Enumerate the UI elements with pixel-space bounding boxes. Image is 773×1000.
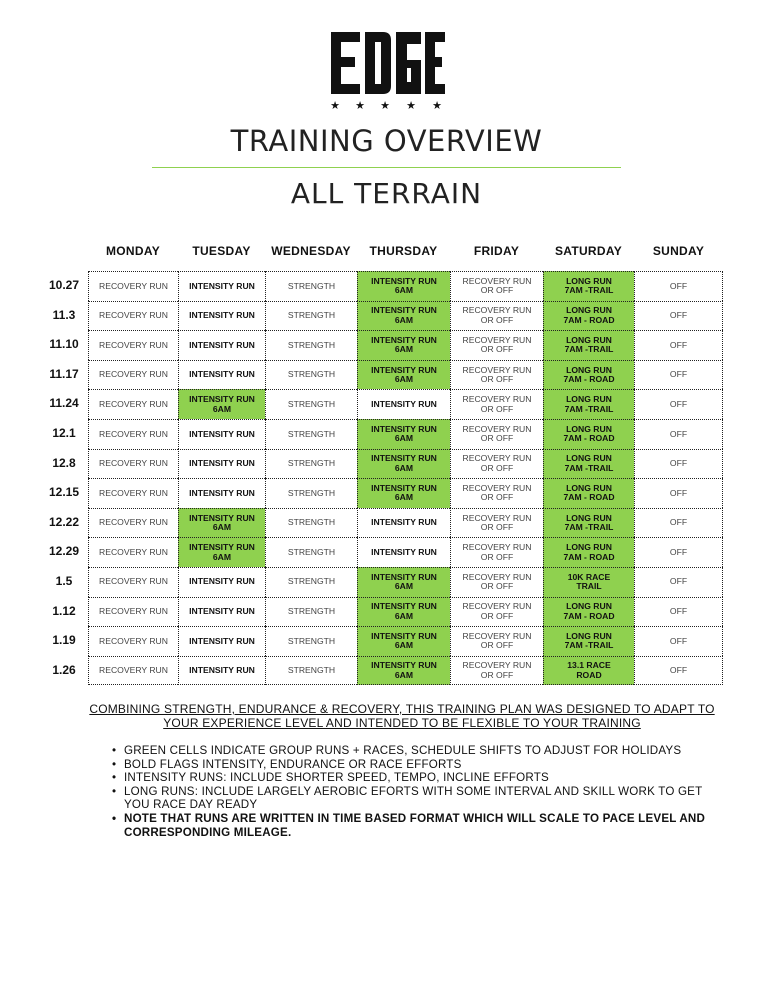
schedule-cell-friday (450, 478, 543, 508)
schedule-cell-monday (88, 271, 178, 301)
schedule-cell-monday (88, 478, 178, 508)
cell-text: RECOVERY RUN OR OFF (462, 423, 532, 444)
schedule-cell-thursday (357, 360, 450, 390)
cell-text: RECOVERY RUN (99, 398, 168, 409)
cell-text: RECOVERY RUN OR OFF (462, 275, 532, 296)
cell-text: INTENSITY RUN 6AM (371, 334, 437, 355)
cell-text: LONG RUN 7AM - ROAD (563, 482, 615, 503)
schedule-cell-sunday (634, 478, 723, 508)
cell-text: LONG RUN 7AM -TRAIL (564, 453, 614, 473)
schedule-cell-monday (88, 360, 178, 390)
cell-text: RECOVERY RUN (99, 369, 168, 380)
schedule-cell-saturday (543, 537, 634, 567)
schedule-cell-tuesday (178, 567, 265, 597)
cell-text: LONG RUN 7AM - ROAD (563, 305, 615, 325)
week-label: 10.27 (48, 278, 80, 292)
schedule-cell-friday (450, 389, 543, 419)
schedule-cell-sunday (634, 271, 723, 301)
schedule-cell-friday (450, 449, 543, 479)
schedule-cell-monday (88, 537, 178, 567)
schedule-cell-saturday (543, 271, 634, 301)
cell-text: INTENSITY RUN (371, 546, 437, 557)
cell-text: RECOVERY RUN OR OFF (462, 660, 532, 680)
schedule-cell-tuesday (178, 271, 265, 301)
cell-text: LONG RUN 7AM - ROAD (563, 542, 615, 562)
schedule-cell-wednesday (265, 656, 357, 686)
cell-text: OFF (669, 664, 688, 675)
cell-text: OFF (669, 606, 688, 617)
week-label: 12.1 (52, 425, 76, 440)
cell-text: INTENSITY RUN (189, 428, 255, 439)
week-label: 11.24 (49, 396, 79, 411)
cell-text: INTENSITY RUN 6AM (371, 364, 437, 385)
cell-text: STRENGTH (287, 339, 336, 350)
day-header-thursday: THURSDAY (369, 244, 438, 258)
schedule-cell-tuesday (178, 656, 265, 686)
schedule-cell-sunday (634, 597, 723, 627)
cell-text: INTENSITY RUN (189, 487, 255, 498)
table-row (52, 449, 723, 479)
cell-text: INTENSITY RUN (189, 339, 255, 350)
schedule-cell-friday (450, 567, 543, 597)
cell-text: INTENSITY RUN (189, 369, 255, 380)
cell-text: RECOVERY RUN (99, 310, 168, 321)
cell-text: INTENSITY RUN (189, 310, 255, 321)
day-header-sunday: SUNDAY (652, 244, 705, 258)
cell-text: INTENSITY RUN 6AM (189, 542, 255, 562)
training-schedule-table (48, 271, 723, 685)
cell-text: LONG RUN 7AM -TRAIL (564, 275, 614, 296)
schedule-cell-saturday (543, 330, 634, 360)
cell-text: STRENGTH (287, 428, 336, 439)
schedule-cell-saturday (543, 478, 634, 508)
schedule-cell-thursday (357, 419, 450, 449)
schedule-cell-wednesday (265, 301, 357, 331)
cell-text: INTENSITY RUN 6AM (371, 630, 437, 651)
cell-text: RECOVERY RUN OR OFF (462, 512, 532, 533)
schedule-cell-saturday (543, 389, 634, 419)
week-label: 1.19 (52, 633, 76, 648)
svg-text:★: ★ (406, 99, 416, 112)
cell-text: STRENGTH (287, 664, 336, 675)
cell-text: INTENSITY RUN (189, 576, 255, 587)
cell-text: INTENSITY RUN 6AM (371, 423, 437, 444)
cell-text: STRENGTH (287, 487, 336, 498)
week-label: 12.29 (48, 544, 80, 559)
schedule-cell-saturday (543, 449, 634, 479)
cell-text: INTENSITY RUN 6AM (371, 601, 437, 621)
schedule-cell-wednesday (265, 360, 357, 390)
cell-text: INTENSITY RUN (371, 398, 437, 409)
schedule-cell-saturday (543, 656, 634, 686)
page-subtitle: ALL TERRAIN (290, 177, 483, 210)
schedule-cell-friday (450, 508, 543, 538)
note-text: INTENSITY RUNS: INCLUDE SHORTER SPEED, TEMPO, INCLINE EFFORTS (124, 771, 549, 785)
schedule-cell-sunday (634, 508, 723, 538)
schedule-cell-saturday (543, 626, 634, 656)
schedule-cell-thursday (357, 301, 450, 331)
table-row (49, 330, 723, 360)
schedule-cell-friday (450, 626, 543, 656)
cell-text: OFF (669, 280, 688, 291)
cell-text: STRENGTH (287, 458, 336, 469)
svg-text:★: ★ (432, 99, 442, 112)
bullet-icon: • (112, 811, 117, 825)
table-row (49, 389, 723, 419)
page-title: TRAINING OVERVIEW (230, 124, 543, 158)
note-item (110, 785, 720, 812)
cell-text: RECOVERY RUN (99, 664, 168, 675)
schedule-cell-monday (88, 330, 178, 360)
cell-text: LONG RUN 7AM -TRAIL (564, 394, 614, 414)
schedule-cell-friday (450, 271, 543, 301)
intro-text: COMBINING STRENGTH, ENDURANCE & RECOVERY, THIS TRAINING PLAN WAS DESIGNED TO ADAPT TO YOUR EXPERIENCE LEVEL AND INTENDED TO BE FLEXIBLE TO YOUR TRAINING (89, 702, 715, 730)
schedule-cell-saturday (543, 360, 634, 390)
bullet-icon: • (112, 757, 117, 771)
note-item (110, 812, 720, 839)
schedule-cell-thursday (357, 656, 450, 686)
schedule-cell-monday (88, 419, 178, 449)
cell-text: RECOVERY RUN OR OFF (462, 542, 532, 562)
cell-text: RECOVERY RUN (99, 487, 168, 498)
svg-text:★: ★ (330, 99, 340, 112)
table-row (52, 301, 723, 331)
week-label: 12.8 (52, 455, 76, 470)
cell-text: OFF (669, 576, 688, 587)
table-row (48, 271, 723, 301)
cell-text: OFF (669, 339, 688, 350)
schedule-cell-sunday (634, 656, 723, 686)
cell-text: RECOVERY RUN OR OFF (462, 571, 532, 592)
cell-text: OFF (669, 517, 688, 528)
cell-text: RECOVERY RUN (99, 546, 168, 557)
cell-text: OFF (669, 487, 688, 498)
cell-text: OFF (669, 310, 688, 321)
schedule-cell-sunday (634, 626, 723, 656)
cell-text: LONG RUN 7AM -TRAIL (564, 512, 614, 533)
schedule-cell-friday (450, 419, 543, 449)
week-label: 11.3 (52, 307, 76, 322)
schedule-cell-sunday (634, 449, 723, 479)
schedule-cell-sunday (634, 360, 723, 390)
cell-text: INTENSITY RUN 6AM (371, 660, 437, 680)
cell-text: RECOVERY RUN OR OFF (462, 305, 532, 325)
cell-text: STRENGTH (287, 517, 336, 528)
cell-text: OFF (669, 635, 688, 646)
cell-text: LONG RUN 7AM - ROAD (563, 423, 615, 444)
bullet-icon: • (112, 771, 117, 785)
note-text: LONG RUNS: INCLUDE LARGELY AEROBIC EFORTS WITH SOME INTERVAL AND SKILL WORK TO GET YOU RACE DAY READY (124, 784, 703, 812)
schedule-cell-thursday (357, 537, 450, 567)
schedule-cell-tuesday (178, 537, 265, 567)
svg-text:★: ★ (380, 99, 390, 112)
schedule-cell-tuesday (178, 626, 265, 656)
note-item (110, 771, 720, 785)
note-item (110, 758, 720, 772)
cell-text: INTENSITY RUN (189, 635, 255, 646)
cell-text: RECOVERY RUN (99, 280, 168, 291)
cell-text: STRENGTH (287, 398, 336, 409)
cell-text: 13.1 RACE ROAD (567, 660, 611, 680)
schedule-cell-wednesday (265, 389, 357, 419)
cell-text: INTENSITY RUN 6AM (371, 482, 437, 503)
cell-text: OFF (669, 546, 688, 557)
schedule-cell-wednesday (265, 508, 357, 538)
schedule-cell-thursday (357, 271, 450, 301)
cell-text: INTENSITY RUN 6AM (371, 275, 437, 296)
edge-logo (325, 30, 447, 112)
note-text: GREEN CELLS INDICATE GROUP RUNS + RACES, SCHEDULE SHIFTS TO ADJUST FOR HOLIDAYS (124, 744, 682, 757)
cell-text: LONG RUN 7AM - ROAD (563, 601, 615, 621)
schedule-cell-sunday (634, 301, 723, 331)
schedule-cell-thursday (357, 508, 450, 538)
cell-text: OFF (669, 458, 688, 469)
schedule-cell-tuesday (178, 330, 265, 360)
title-divider (152, 167, 621, 168)
schedule-cell-monday (88, 301, 178, 331)
schedule-cell-thursday (357, 478, 450, 508)
cell-text: INTENSITY RUN 6AM (189, 512, 255, 533)
week-label: 11.17 (49, 366, 79, 381)
schedule-cell-sunday (634, 567, 723, 597)
cell-text: INTENSITY RUN 6AM (189, 394, 255, 414)
schedule-cell-monday (88, 597, 178, 627)
cell-text: OFF (669, 369, 688, 380)
schedule-cell-tuesday (178, 301, 265, 331)
cell-text: RECOVERY RUN (99, 576, 168, 587)
day-header-saturday: SATURDAY (554, 244, 623, 258)
cell-text: INTENSITY RUN (371, 517, 437, 528)
svg-text:★: ★ (355, 99, 365, 112)
day-header-wednesday: WEDNESDAY (271, 244, 351, 258)
table-row (48, 537, 723, 567)
note-text: BOLD FLAGS INTENSITY, ENDURANCE OR RACE EFFORTS (124, 757, 462, 771)
cell-text: STRENGTH (287, 546, 336, 557)
cell-text: RECOVERY RUN (99, 606, 168, 617)
cell-text: STRENGTH (287, 576, 336, 587)
cell-text: INTENSITY RUN (189, 664, 255, 675)
schedule-cell-thursday (357, 567, 450, 597)
cell-text: RECOVERY RUN OR OFF (462, 482, 532, 503)
cell-text: RECOVERY RUN OR OFF (462, 394, 532, 414)
schedule-cell-saturday (543, 508, 634, 538)
schedule-cell-wednesday (265, 478, 357, 508)
cell-text: RECOVERY RUN OR OFF (462, 453, 532, 473)
schedule-cell-thursday (357, 626, 450, 656)
week-label: 12.15 (48, 485, 80, 500)
bullet-icon: • (112, 744, 117, 757)
schedule-cell-friday (450, 301, 543, 331)
schedule-cell-wednesday (265, 271, 357, 301)
cell-text: RECOVERY RUN OR OFF (462, 364, 532, 385)
day-header-friday: FRIDAY (473, 244, 520, 258)
schedule-cell-monday (88, 389, 178, 419)
week-label: 1.12 (52, 603, 76, 618)
schedule-cell-monday (88, 449, 178, 479)
note-text: NOTE THAT RUNS ARE WRITTEN IN TIME BASED FORMAT WHICH WILL SCALE TO PACE LEVEL AND CORRESPONDING MILEAGE. (124, 811, 706, 839)
schedule-cell-wednesday (265, 567, 357, 597)
schedule-cell-friday (450, 656, 543, 686)
cell-text: RECOVERY RUN (99, 339, 168, 350)
schedule-cell-tuesday (178, 508, 265, 538)
schedule-cell-wednesday (265, 419, 357, 449)
schedule-cell-monday (88, 508, 178, 538)
day-header-monday: MONDAY (105, 244, 161, 258)
schedule-cell-tuesday (178, 449, 265, 479)
bullet-icon: • (112, 784, 117, 798)
schedule-cell-wednesday (265, 626, 357, 656)
table-row (55, 567, 723, 597)
cell-text: RECOVERY RUN (99, 458, 168, 469)
schedule-cell-thursday (357, 597, 450, 627)
schedule-cell-wednesday (265, 449, 357, 479)
cell-text: OFF (669, 428, 688, 439)
schedule-cell-wednesday (265, 537, 357, 567)
cell-text: INTENSITY RUN 6AM (371, 453, 437, 473)
note-item (110, 744, 720, 758)
schedule-cell-monday (88, 626, 178, 656)
table-row (52, 656, 723, 686)
week-label: 1.5 (55, 573, 73, 588)
cell-text: STRENGTH (287, 606, 336, 617)
schedule-cell-friday (450, 597, 543, 627)
schedule-cell-monday (88, 656, 178, 686)
cell-text: INTENSITY RUN (189, 458, 255, 469)
schedule-cell-saturday (543, 301, 634, 331)
cell-text: 10K RACE TRAIL (567, 571, 611, 592)
schedule-cell-thursday (357, 330, 450, 360)
cell-text: OFF (669, 398, 688, 409)
schedule-cell-thursday (357, 449, 450, 479)
table-row (49, 360, 723, 390)
notes-list (110, 744, 720, 839)
week-label: 1.26 (52, 662, 76, 677)
schedule-cell-tuesday (178, 389, 265, 419)
schedule-cell-wednesday (265, 597, 357, 627)
schedule-cell-friday (450, 360, 543, 390)
cell-text: INTENSITY RUN (189, 280, 255, 291)
cell-text: INTENSITY RUN 6AM (371, 571, 437, 592)
cell-text: STRENGTH (287, 369, 336, 380)
day-header-tuesday: TUESDAY (192, 244, 251, 258)
schedule-cell-monday (88, 567, 178, 597)
schedule-cell-tuesday (178, 419, 265, 449)
cell-text: STRENGTH (287, 635, 336, 646)
cell-text: RECOVERY RUN OR OFF (462, 601, 532, 621)
cell-text: RECOVERY RUN (99, 635, 168, 646)
table-row (52, 419, 723, 449)
week-label: 12.22 (48, 514, 80, 529)
schedule-cell-tuesday (178, 597, 265, 627)
cell-text: LONG RUN 7AM -TRAIL (564, 334, 614, 355)
cell-text: INTENSITY RUN (189, 606, 255, 617)
schedule-cell-sunday (634, 419, 723, 449)
table-row (48, 508, 723, 538)
schedule-cell-friday (450, 537, 543, 567)
schedule-cell-sunday (634, 389, 723, 419)
schedule-cell-saturday (543, 419, 634, 449)
cell-text: RECOVERY RUN (99, 517, 168, 528)
schedule-cell-saturday (543, 597, 634, 627)
schedule-cell-wednesday (265, 330, 357, 360)
cell-text: RECOVERY RUN OR OFF (462, 630, 532, 651)
cell-text: LONG RUN 7AM -TRAIL (564, 630, 614, 651)
schedule-cell-sunday (634, 330, 723, 360)
cell-text: INTENSITY RUN 6AM (371, 305, 437, 325)
schedule-cell-sunday (634, 537, 723, 567)
week-label: 11.10 (49, 337, 79, 352)
schedule-cell-thursday (357, 389, 450, 419)
schedule-cell-tuesday (178, 478, 265, 508)
schedule-cell-tuesday (178, 360, 265, 390)
table-row (52, 597, 723, 627)
table-row (48, 478, 723, 508)
cell-text: STRENGTH (287, 280, 336, 291)
cell-text: RECOVERY RUN OR OFF (462, 334, 532, 355)
schedule-cell-saturday (543, 567, 634, 597)
cell-text: STRENGTH (287, 310, 336, 321)
cell-text: LONG RUN 7AM - ROAD (563, 364, 615, 385)
table-row (52, 626, 723, 656)
schedule-cell-friday (450, 330, 543, 360)
cell-text: RECOVERY RUN (99, 428, 168, 439)
